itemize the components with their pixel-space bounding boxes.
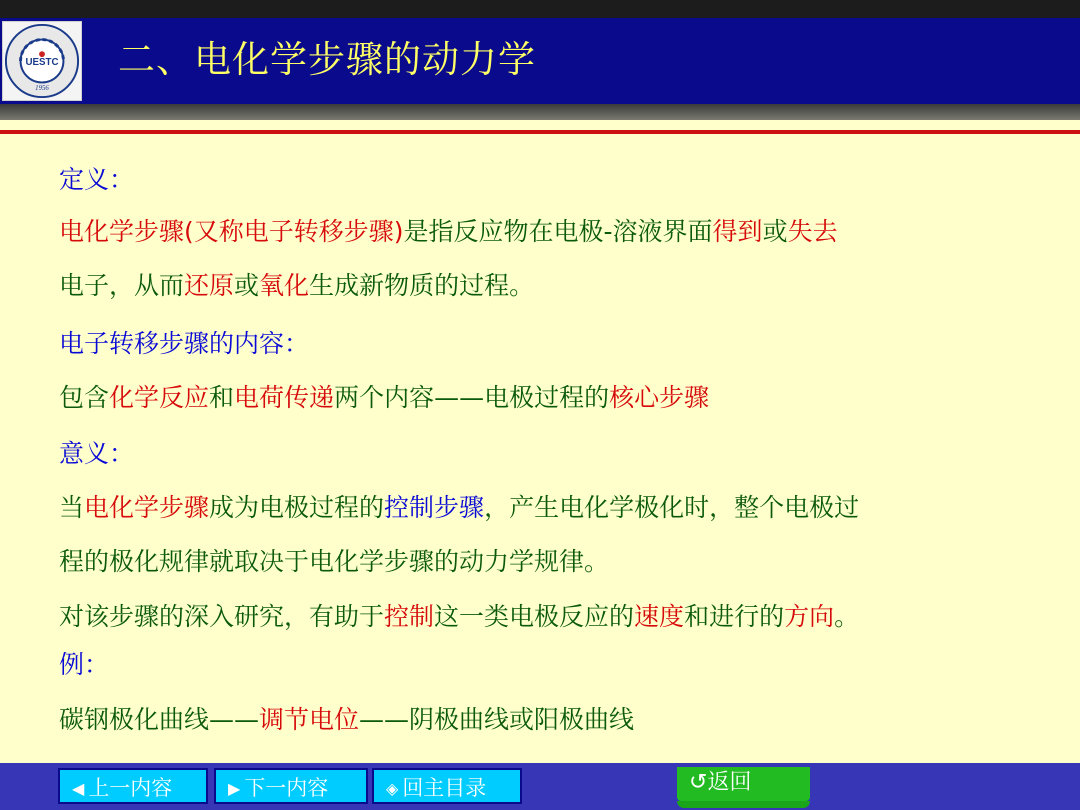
text-segment: ，产生电化学极化时，整个电极过 [484, 493, 860, 522]
text-segment: 或 [762, 217, 788, 246]
svg-text:UESTC: UESTC [25, 56, 59, 68]
text-segment: 化学反应 [109, 383, 210, 412]
home-menu-button[interactable] [372, 768, 522, 804]
content-line [59, 266, 534, 306]
content-line [59, 324, 309, 364]
content-line [59, 645, 109, 685]
content-line [59, 212, 838, 252]
text-segment: 对该步骤的深入研究，有助于 [59, 602, 385, 631]
text-segment: 电子转移步骤的内容： [59, 329, 310, 358]
back-button[interactable] [677, 767, 810, 801]
page-title: 二、电化学步骤的动力学 [118, 38, 536, 81]
text-segment: 这一类电极反应的 [434, 602, 635, 631]
back-button-base [677, 801, 810, 808]
text-segment: 和进行的 [684, 602, 785, 631]
text-segment: 控制步骤 [384, 493, 485, 522]
text-segment: 失去 [787, 217, 838, 246]
content-line [59, 160, 134, 200]
header-divider-red [0, 130, 1080, 134]
content-line [59, 378, 709, 418]
text-segment: 电子，从而 [59, 271, 185, 300]
text-segment: 控制 [384, 602, 435, 631]
home-menu-label: 回主目录 [402, 776, 487, 800]
top-strip [0, 0, 1080, 18]
text-segment: 电荷传递 [234, 383, 335, 412]
text-segment: 碳钢极化曲线—— [59, 705, 260, 734]
text-segment: ——阴极曲线或阳极曲线 [359, 705, 635, 734]
svg-text:1956: 1956 [35, 85, 49, 93]
content-line [59, 700, 634, 740]
text-segment: 成为电极过程的 [209, 493, 385, 522]
next-content-label: 下一内容 [244, 776, 329, 800]
text-segment: 意义： [59, 439, 135, 468]
content-line [59, 597, 859, 637]
triangle-right-icon: ▶ [228, 779, 241, 798]
text-segment: 是指反应物在电极-溶液界面 [403, 217, 713, 246]
text-segment: 两个内容——电极过程的 [334, 383, 610, 412]
text-segment: 速度 [634, 602, 685, 631]
text-segment: 得到 [712, 217, 763, 246]
text-segment: 电化学步骤(又称电子转移步骤) [59, 217, 404, 246]
university-logo [2, 21, 82, 101]
slide-header [0, 18, 1080, 104]
next-content-button[interactable] [214, 768, 368, 804]
text-segment: 方向 [784, 602, 835, 631]
back-label: 返回 [707, 770, 752, 795]
text-segment: 。 [834, 602, 860, 631]
header-shadow [0, 104, 1080, 120]
text-segment: 核心步骤 [609, 383, 710, 412]
text-segment: 生成新物质的过程。 [309, 271, 535, 300]
header-divider-gap [0, 120, 1080, 130]
diamond-icon: ◈ [386, 779, 399, 798]
prev-content-button[interactable] [58, 768, 208, 804]
text-segment: 例： [59, 650, 110, 679]
text-segment: 和 [209, 383, 235, 412]
text-segment: 程的极化规律就取决于电化学步骤的动力学规律。 [59, 547, 610, 576]
prev-content-label: 上一内容 [88, 776, 173, 800]
text-segment: 调节电位 [259, 705, 360, 734]
text-segment: 或 [234, 271, 260, 300]
seal-icon [3, 22, 81, 100]
text-segment: 氧化 [259, 271, 310, 300]
return-arrow-icon: ↺ [689, 770, 708, 795]
content-line [59, 434, 134, 474]
content-line [59, 488, 859, 528]
triangle-left-icon: ◀ [72, 779, 85, 798]
content-line [59, 542, 609, 582]
text-segment: 还原 [184, 271, 235, 300]
text-segment: 电化学步骤 [84, 493, 210, 522]
text-segment: 包含 [59, 383, 110, 412]
text-segment: 定义： [59, 165, 135, 194]
navigation-bar [0, 763, 1080, 810]
text-segment: 当 [59, 493, 85, 522]
